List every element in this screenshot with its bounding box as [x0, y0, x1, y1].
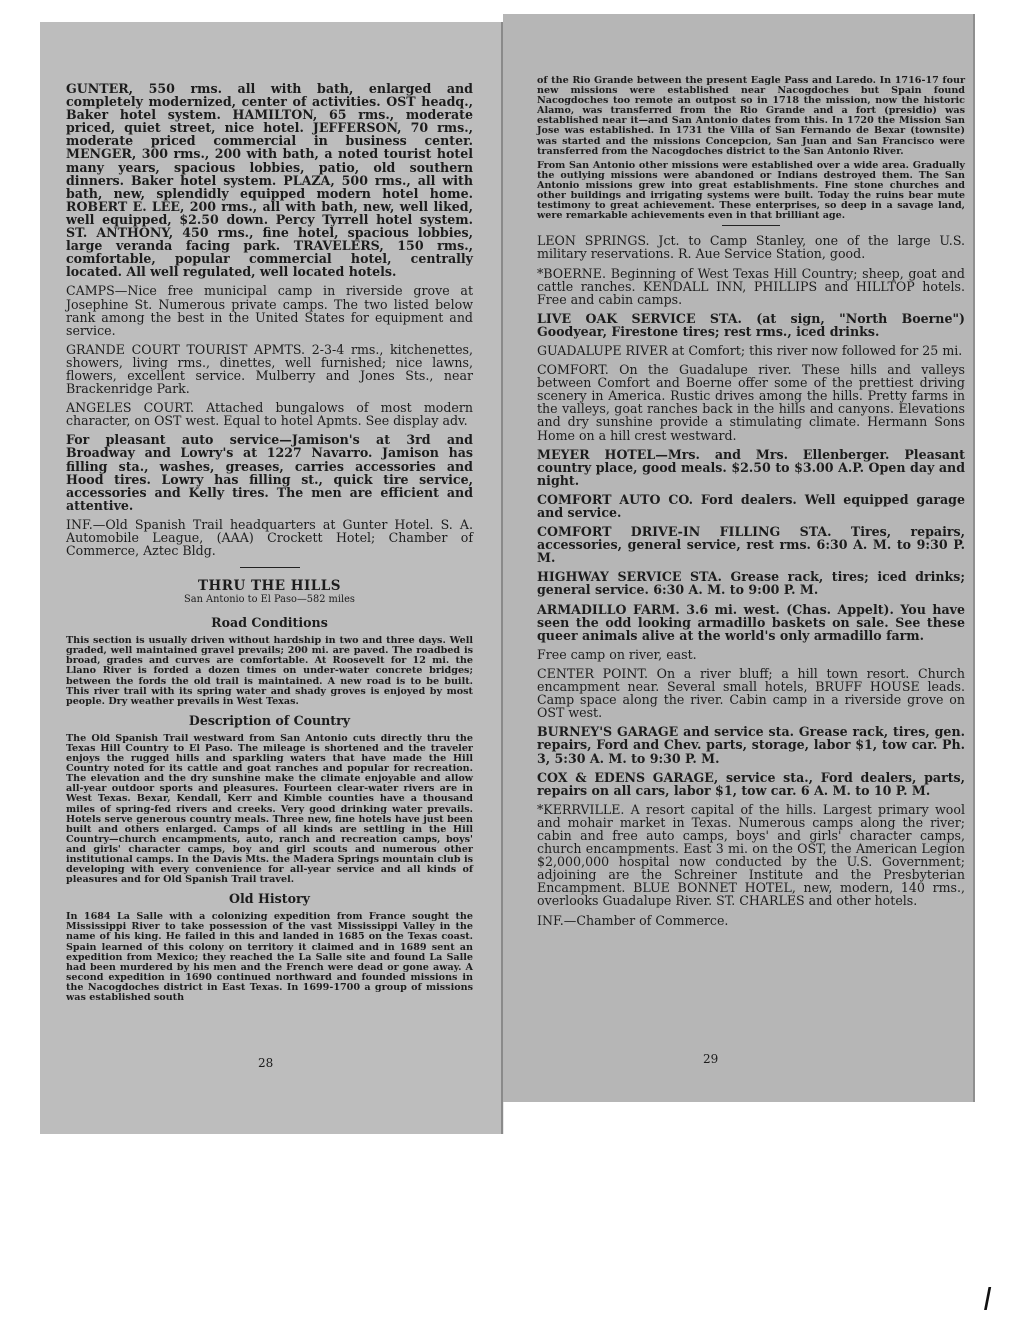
town-entry: HIGHWAY SERVICE STA. Grease rack, tires; iced drinks; general service. 6:30 A. M. to 9:00 P. M.	[537, 569, 965, 598]
town-entry: GUADALUPE RIVER at Comfort; this river now followed for 25 mi.	[537, 342, 963, 358]
hotels-paragraph: GUNTER, 550 rms. all with bath, enlarged and completely modernized, center of activities. OST headq., Baker hotel system. HAMILTON, 65 rms., moderate priced, quiet street, nice hotel. JEFFERSON, 70 rms., moderate priced commercial in business center. MENGER, 300 rms., 200 with bath, a noted tourist hotel many years, spacious lobbies, patio, old southern dinners. Baker hotel system. PLAZA, 500 rms., all with bath, new, splendidly equipped modern hotel home. ROBERT E. LEE, 200 rms., all with bath, new, well liked, well equipped, $2.50 down. Percy Tyrrell hotel system. ST. ANTHONY, 450 rms., fine hotel, spacious lobbies, large veranda facing park. TRAVELERS, 150 rms., comfortable, popular commercial hotel, centrally located. All well regulated, well located hotels.	[66, 81, 473, 280]
town-entry: LIVE OAK SERVICE STA. (at sign, "North Boerne") Goodyear, Firestone tires; rest rms., iced drinks.	[537, 310, 965, 339]
grande-court-paragraph: GRANDE COURT TOURIST APMTS. 2-3-4 rms., kitchenettes, showers, living rms., dinettes, well furnished; nice lawns, flowers, excellent service. Mulberry and Jones Sts., near Brackenridge Park.	[66, 341, 473, 397]
town-entry: *BOERNE. Beginning of West Texas Hill Country; sheep, goat and cattle ranches. KENDALL INN, PHILLIPS and HILLTOP hotels. Free and cabin camps.	[537, 265, 965, 307]
page-number-right: 29	[703, 1052, 719, 1066]
road-conditions-text: This section is usually driven without hardship in two and three days. Well graded, well maintained gravel prevails; 200 mi. are paved. The roadbed is broad, grades and curves are comfortable. At Roosevelt for 12 mi. the Llano River is forded a dozen times on under-water concrete bridges; between the fords the old trail is maintained. A new road is to be built. This river trail with its spring water and shady groves is enjoyed by most people. Dry weather prevails in West Texas.	[66, 635, 473, 707]
page-number-left: 28	[258, 1056, 274, 1070]
margin-mark: l	[983, 1283, 992, 1318]
history-continued-text-2: From San Antonio other missions were established over a wide area. Gradually the outlying missions were abandoned or Indians destroyed them. The San Antonio missions grew into great establishments. Fine stone churches and other buildings and irrigating systems were built. Today the ruins bear mute testimony to great achievement. These enterprises, so deep in a savage land, were remarkable achievements even in that brilliant age.	[537, 159, 965, 222]
old-history-heading: Old History	[229, 891, 310, 907]
info-paragraph: INF.—Old Spanish Trail headquarters at Gunter Hotel. S. A. Automobile League, (AAA) Crockett Hotel; Chamber of Commerce, Aztec Bldg.	[66, 516, 473, 559]
town-entry: COMFORT. On the Guadalupe river. These hills and valleys between Comfort and Boerne offer some of the prettiest driving scenery in America. Rustic drives among the hills. Pretty farms in the valleys, goat ranches back in the hills and canyons. Elevations and dry sunshine provide a stimulating climate. Hermann Sons Home on a hill crest westward.	[537, 362, 965, 443]
town-entry: *KERRVILLE. A resort capital of the hills. Largest primary wool and mohair market in Texas. Numerous camps along the river; cabin and free auto camps, boys' and girls' character camps, church encampments. East 3 mi. on the OST, the American Legion $2,000,000 hospital now conducted by the U.S. Government; adjoining are the Schreiner Institute and the Presbyterian Encampment. BLUE BONNET HOTEL, new, modern, 140 rms., overlooks Guadalupe River. ST. CHARLES and other hotels.	[537, 801, 965, 909]
town-entry: COMFORT AUTO CO. Ford dealers. Well equipped garage and service.	[537, 491, 965, 520]
town-entry: CENTER POINT. On a river bluff; a hill town resort. Church encampment near. Several small hotels, BRUFF HOUSE leads. Camp space along the river. Cabin camp in a riverside grove on OST west.	[537, 665, 965, 721]
section-divider	[240, 567, 300, 568]
angeles-court-paragraph: ANGELES COURT. Attached bungalows of most modern character, on OST west. Equal to hotel Apmts. See display adv.	[66, 400, 473, 429]
town-entries-list	[537, 234, 965, 926]
town-entry: INF.—Chamber of Commerce.	[537, 912, 729, 928]
history-continued-text: of the Rio Grande between the present Eagle Pass and Laredo. In 1716-17 four new missions were established near Nacogdoches but Spain found Nacogdoches too remote an outpost so in 1718 the mission, now the historic Alamo, was transferred from the Rio Grande and a fort (presidio) was established near it—and San Antonio dates from this. In 1720 the Mission San Jose was established. In 1731 the Villa of San Fernando de Bexar (townsite) was started and the missions Concepcion, San Juan and San Francisco were transferred from the Nacogdoches district to the San Antonio River.	[537, 75, 965, 157]
town-entry: MEYER HOTEL—Mrs. and Mrs. Ellenberger. Pleasant country place, good meals. $2.50 to $3.00 A.P. Open day and night.	[537, 446, 965, 488]
entries-divider	[722, 225, 780, 226]
left-page	[40, 22, 503, 1134]
town-entry: LEON SPRINGS. Jct. to Camp Stanley, one of the large U.S. military reservations. R. Aue Service Station, good.	[537, 233, 965, 262]
section-title: THRU THE HILLS	[197, 578, 342, 595]
section-subtitle: San Antonio to El Paso—582 miles	[184, 594, 355, 606]
road-conditions-heading: Road Conditions	[211, 615, 328, 631]
right-page	[503, 14, 975, 1102]
town-entry: ARMADILLO FARM. 3.6 mi. west. (Chas. Appelt). You have seen the odd looking armadillo baskets on sale. See these queer animals alive at the world's only armadillo farm.	[537, 601, 965, 643]
town-entry: Free camp on river, east.	[537, 646, 697, 662]
town-entry: BURNEY'S GARAGE and service sta. Grease rack, tires, gen. repairs, Ford and Chev. parts, storage, labor $1, tow car. Ph. 3, 5:30 A. M. to 9:30 P. M.	[537, 724, 965, 766]
town-entry: COMFORT DRIVE-IN FILLING STA. Tires, repairs, accessories, general service, rest rms. 6:30 A. M. to 9:30 P. M.	[537, 524, 965, 566]
description-heading: Description of Country	[188, 712, 351, 728]
camps-paragraph: CAMPS—Nice free municipal camp in riverside grove at Josephine St. Numerous private camps. The two listed below rank among the best in the United States for equipment and service.	[66, 283, 473, 338]
auto-service-paragraph: For pleasant auto service—Jamison's at 3rd and Broadway and Lowry's at 1227 Navarro. Jamison has filling sta., washes, greases, carries accessories and Hood tires. Lowry has filling st., quick tire service, accessories and Kelly tires. The men are efficient and attentive.	[66, 432, 473, 513]
town-entry: COX & EDENS GARAGE, service sta., Ford dealers, parts, repairs on all cars, labor $1, tow car. 6 A. M. to 10 P. M.	[537, 769, 965, 798]
old-history-text: In 1684 La Salle with a colonizing expedition from France sought the Mississippi River to take possession of the vast Mississippi Valley in the name of his king. He failed in this and landed in 1685 on the Texas coast. Spain learned of this colony on territory it claimed and in 1689 sent an expedition from Mexico; they reached the La Salle site and found La Salle had been murdered by his men and the French were dead or gone away. A second expedition in 1690 continued northward and founded missions in the Nacogdoches district in East Texas. In 1699-1700 a group of missions was established south	[66, 911, 473, 1003]
description-text: The Old Spanish Trail westward from San Antonio cuts directly thru the Texas Hill Country to El Paso. The mileage is shortened and the traveler enjoys the rugged hills and sparkling waters that have made the Hill Country noted for its cattle and goat ranches and popular for recreation. The elevation and the dry sunshine make the climate enjoyable and allow all-year outdoor sports and pleasures. Fourteen clear-water rivers are in West Texas. Bexar, Kendall, Kerr and Kimble counties have a thousand miles of spring-fed rivers and creeks. Very good drinking water prevails. Hotels serve generous country meals. Three new, fine hotels have just been built and others enlarged. Camps of all kinds are settling in the Hill Country—church encampments, auto, ranch and recreation camps, boys' and girls' character camps, boy and girl scouts and numerous other institutional camps. In the Davis Mts. the Madera Springs mountain club is developing with every convenience for all-year service and all kinds of pleasures and for Old Spanish Trail travel.	[66, 732, 473, 886]
